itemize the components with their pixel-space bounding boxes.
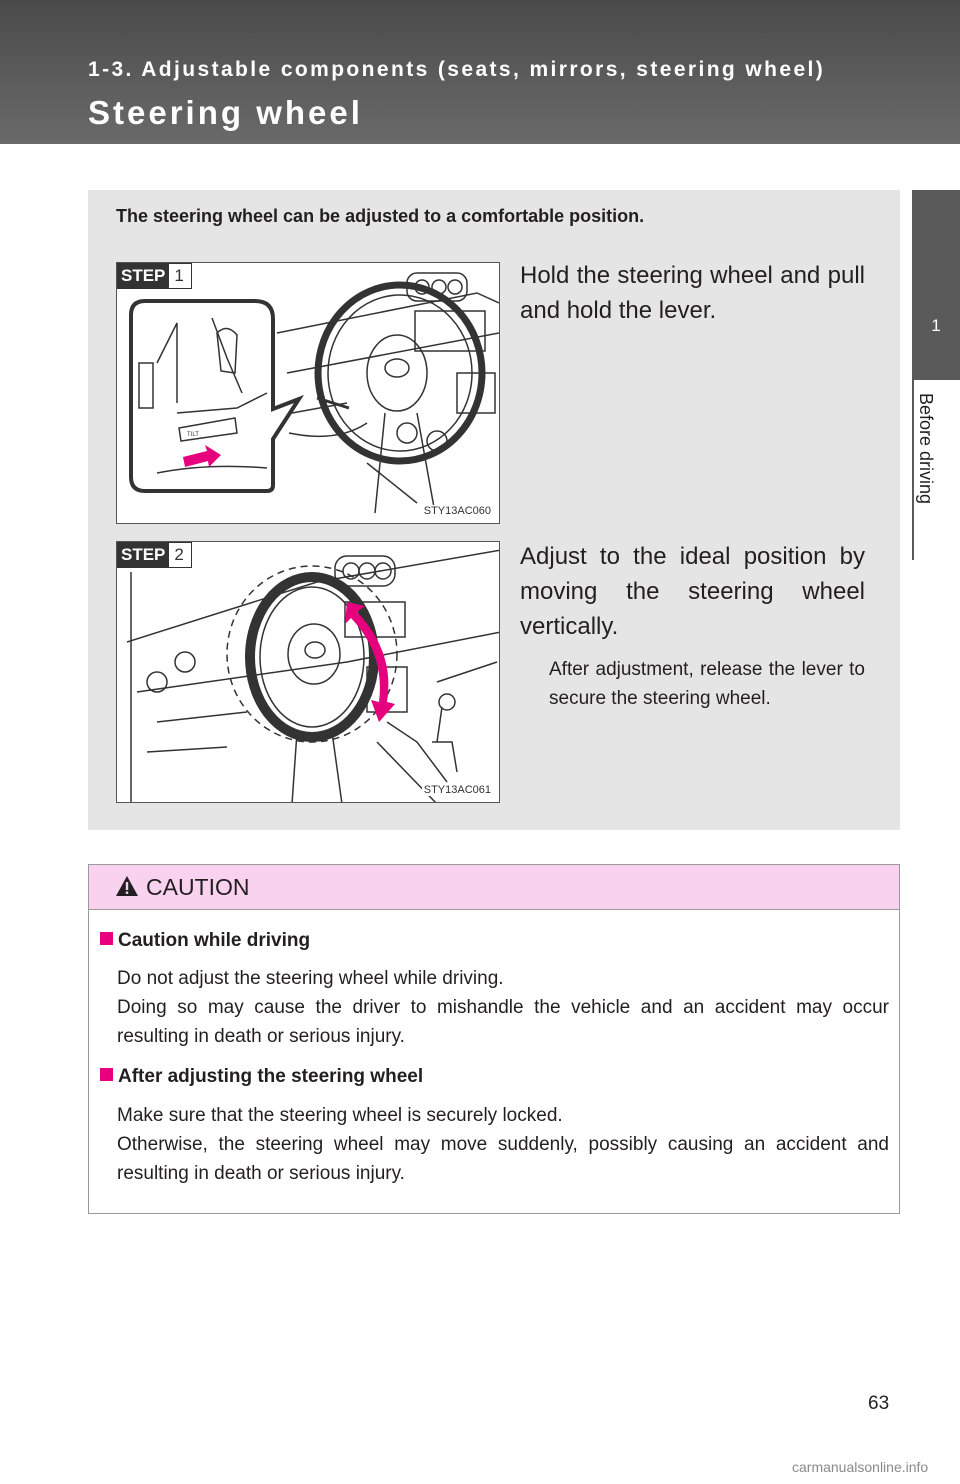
step1-text: Hold the steering wheel and pull and hold the lever. (520, 262, 865, 324)
step1-figure-code: STY13AC060 (423, 505, 491, 517)
step2-badge-number: 2 (174, 545, 184, 564)
caution-item-title (100, 930, 310, 952)
step1-badge (117, 263, 192, 289)
chapter-tab-label: Before driving (916, 393, 936, 505)
chapter-tab[interactable] (912, 190, 960, 380)
step1-badge-number: 1 (174, 266, 184, 285)
page-number: 63 (868, 1393, 890, 1414)
step1-illustration (117, 263, 500, 524)
bullet-square-icon (100, 1068, 113, 1081)
step2-badge-label: STEP (118, 543, 169, 567)
chapter-tab-line (912, 380, 914, 560)
step2-note: After adjustment, release the lever to secure the steering wheel. (549, 659, 865, 709)
watermark: carmanualsonline.info (792, 1459, 929, 1475)
chapter-tab-number: 1 (931, 316, 941, 335)
lever-label: TILT (187, 432, 199, 438)
section-label: 1-3. Adjustable components (seats, mirrors, steering wheel) (88, 58, 826, 81)
step2-text: Adjust to the ideal position by moving the steering wheel vertically. (520, 543, 865, 640)
caution-paragraph: Make sure that the steering wheel is securely locked. (117, 1105, 563, 1126)
caution-title: CAUTION (146, 874, 250, 900)
page-title: Steering wheel (88, 94, 363, 131)
page-header (0, 0, 960, 144)
step2-figure-code: STY13AC061 (423, 784, 491, 796)
caution-item-title-text: After adjusting the steering wheel (118, 1066, 424, 1087)
caution-item-title (100, 1066, 423, 1088)
caution-paragraph: Doing so may cause the driver to mishandle the vehicle and an accident may occur resulting in death or serious injury. (117, 997, 889, 1047)
caution-header (89, 865, 899, 910)
intro-text: The steering wheel can be adjusted to a comfortable position. (116, 206, 645, 226)
caution-item-title-text: Caution while driving (118, 930, 311, 951)
step1-figure (116, 262, 500, 524)
bullet-square-icon (100, 932, 113, 945)
caution-paragraph: Otherwise, the steering wheel may move suddenly, possibly causing an accident and resulting in death or serious injury. (117, 1134, 889, 1184)
step2-illustration (117, 542, 500, 803)
warning-triangle-icon (115, 875, 139, 897)
step1-badge-label: STEP (118, 264, 169, 288)
caution-paragraph: Do not adjust the steering wheel while driving. (117, 968, 504, 989)
step2-figure (116, 541, 500, 803)
step2-badge (117, 542, 192, 568)
